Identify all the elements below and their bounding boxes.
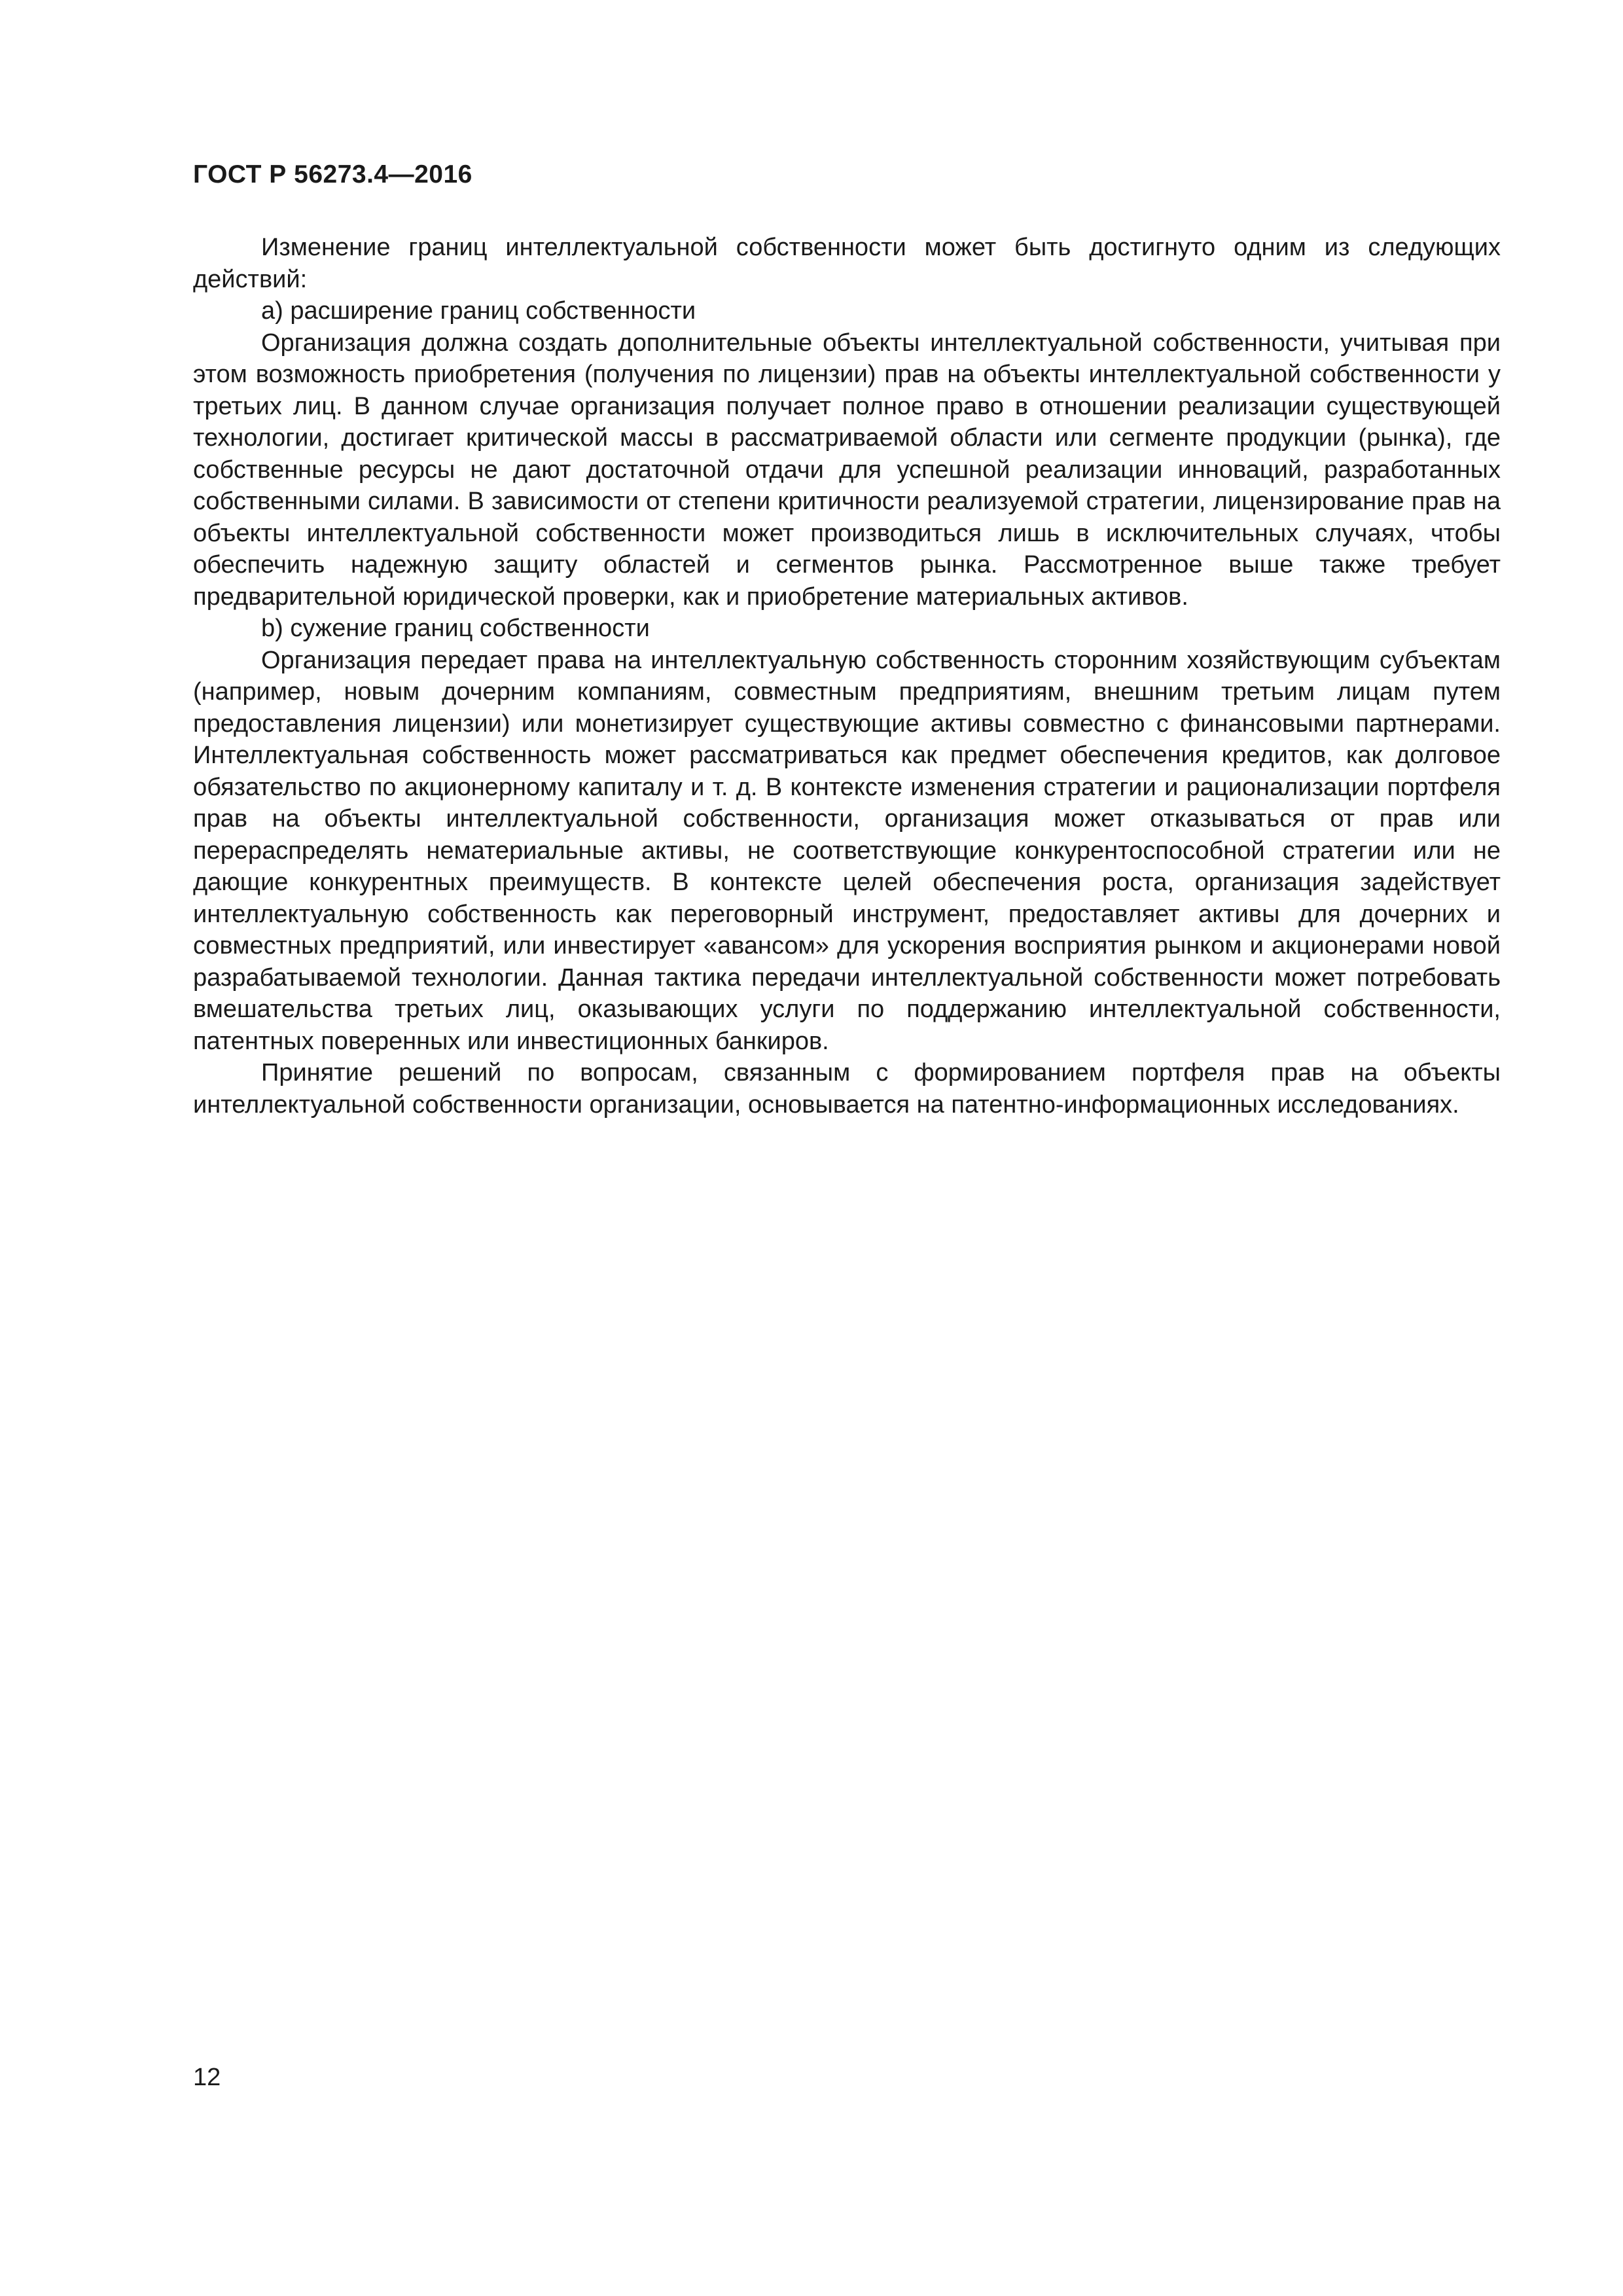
standard-code-header: ГОСТ Р 56273.4—2016: [193, 160, 473, 188]
body-text: [193, 232, 1501, 1121]
page-number: 12: [193, 2064, 221, 2091]
paragraph-intro: Изменение границ интеллектуальной собственности может быть достигнуто одним из следующих действий:: [193, 234, 1501, 293]
paragraph-conclusion: Принятие решений по вопросам, связанным с формированием портфеля прав на объекты интеллектуальной собственности организации, основывается на патентно-информационных исследованиях.: [193, 1059, 1501, 1119]
paragraph-expansion: Организация должна создать дополнительные объекты интеллектуальной собственности, учитывая при этом возможность приобретения (получения по лицензии) прав на объекты интеллектуальной собственности у третьих лиц. В данном случае организация получает полное право в отношении реализации существующей технологии, достигает критической массы в рассматриваемой области или сегменте продукции (рынка), где собственные ресурсы не дают достаточной отдачи для успешной реализации инноваций, разработанных собственными силами. В зависимости от степени критичности реализуемой стратегии, лицензирование прав на объекты интеллектуальной собственности может производиться лишь в исключительных случаях, чтобы обеспечить надежную защиту областей и сегментов рынка. Рассмотренное выше также требует предварительной юридической проверки, как и приобретение материальных активов.: [193, 329, 1501, 611]
list-item-a-heading: a) расширение границ собственности: [261, 297, 696, 325]
list-item-b-heading: b) сужение границ собственности: [261, 615, 650, 642]
paragraph-narrowing: Организация передает права на интеллектуальную собственность сторонним хозяйствующим субъектам (например, новым дочерним компаниям, совместным предприятиям, внешним третьим лицам путем предоставления лицензии) или монетизирует существующие активы совместно с финансовыми партнерами. Интеллектуальная собственность может рассматриваться как предмет обеспечения кредитов, как долговое обязательство по акционерному капиталу и т. д. В контексте изменения стратегии и рационализации портфеля прав на объекты интеллектуальной собственности, организация может отказываться от прав или перераспределять нематериальные активы, не соответствующие конкурентоспособной стратегии или не дающие конкурентных преимуществ. В контексте целей обеспечения роста, организация задействует интеллектуальную собственность как переговорный инструмент, предоставляет активы для дочерних и совместных предприятий, или инвестирует «авансом» для ускорения восприятия рынком и акционерами новой разрабатываемой технологии. Данная тактика передачи интеллектуальной собственности может потребовать вмешательства третьих лиц, оказывающих услуги по поддержанию интеллектуальной собственности, патентных поверенных или инвестиционных банкиров.: [193, 646, 1501, 1055]
